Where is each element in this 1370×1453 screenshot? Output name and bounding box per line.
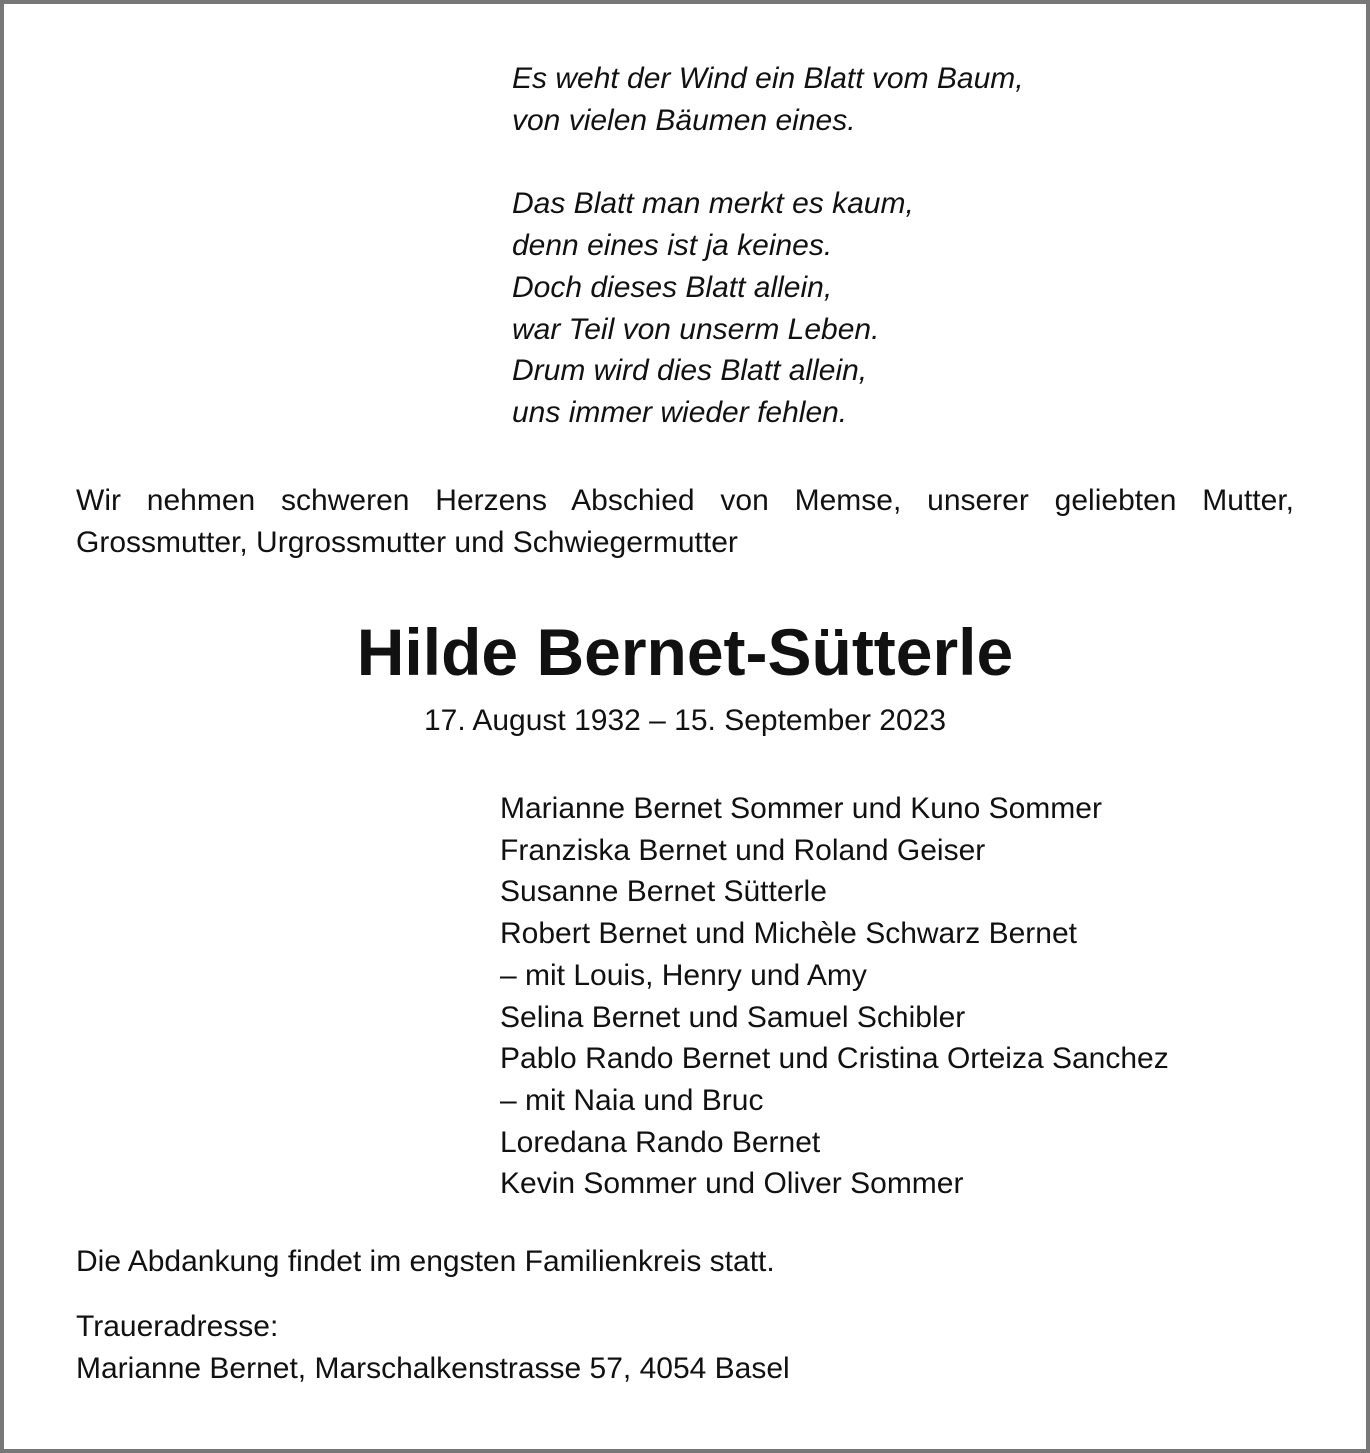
family-member: Susanne Bernet Sütterle [500, 875, 827, 909]
poem-stanza-2 [512, 183, 1024, 433]
life-dates: 17. August 1932 – 15. September 2023 [423, 704, 947, 737]
poem-line: Doch dieses Blatt allein, [512, 270, 833, 304]
poem [512, 58, 1024, 476]
deceased-name: Hilde Bernet-Sütterle [356, 615, 1014, 689]
poem-line: war Teil von unserm Leben. [512, 312, 880, 346]
intro-paragraph: Wir nehmen schweren Herzens Abschied von Memse, unserer geliebten Mutter, Grossmutter, Urgrossmutter und Schwiegermutter [76, 484, 1294, 559]
poem-line: denn eines ist ja keines. [512, 229, 833, 263]
poem-line: Drum wird dies Blatt allein, [512, 354, 868, 388]
poem-line: Das Blatt man merkt es kaum, [512, 187, 914, 221]
family-member: Franziska Bernet und Roland Geiser [500, 833, 986, 867]
family-list [500, 788, 1169, 1205]
poem-line: Es weht der Wind ein Blatt vom Baum, [512, 62, 1024, 95]
poem-line: uns immer wieder fehlen. [512, 395, 848, 429]
family-member: Loredana Rando Bernet [500, 1125, 821, 1159]
family-member: Kevin Sommer und Oliver Sommer [500, 1167, 964, 1201]
funeral-note: Die Abdankung findet im engsten Familienkreis statt. [76, 1245, 775, 1278]
family-member: – mit Naia und Bruc [500, 1083, 764, 1117]
address-value: Marianne Bernet, Marschalkenstrasse 57, 4054 Basel [76, 1352, 790, 1385]
poem-stanza-1 [512, 58, 1024, 141]
family-member: Pablo Rando Bernet und Cristina Orteiza Sanchez [500, 1042, 1169, 1076]
address-label: Traueradresse: [76, 1310, 279, 1343]
family-member: Selina Bernet und Samuel Schibler [500, 1000, 966, 1034]
family-member: Marianne Bernet Sommer und Kuno Sommer [500, 792, 1102, 825]
family-member: Robert Bernet und Michèle Schwarz Bernet [500, 917, 1077, 951]
poem-line: von vielen Bäumen eines. [512, 103, 856, 137]
mourning-address [76, 1306, 790, 1390]
family-member: – mit Louis, Henry und Amy [500, 958, 867, 992]
